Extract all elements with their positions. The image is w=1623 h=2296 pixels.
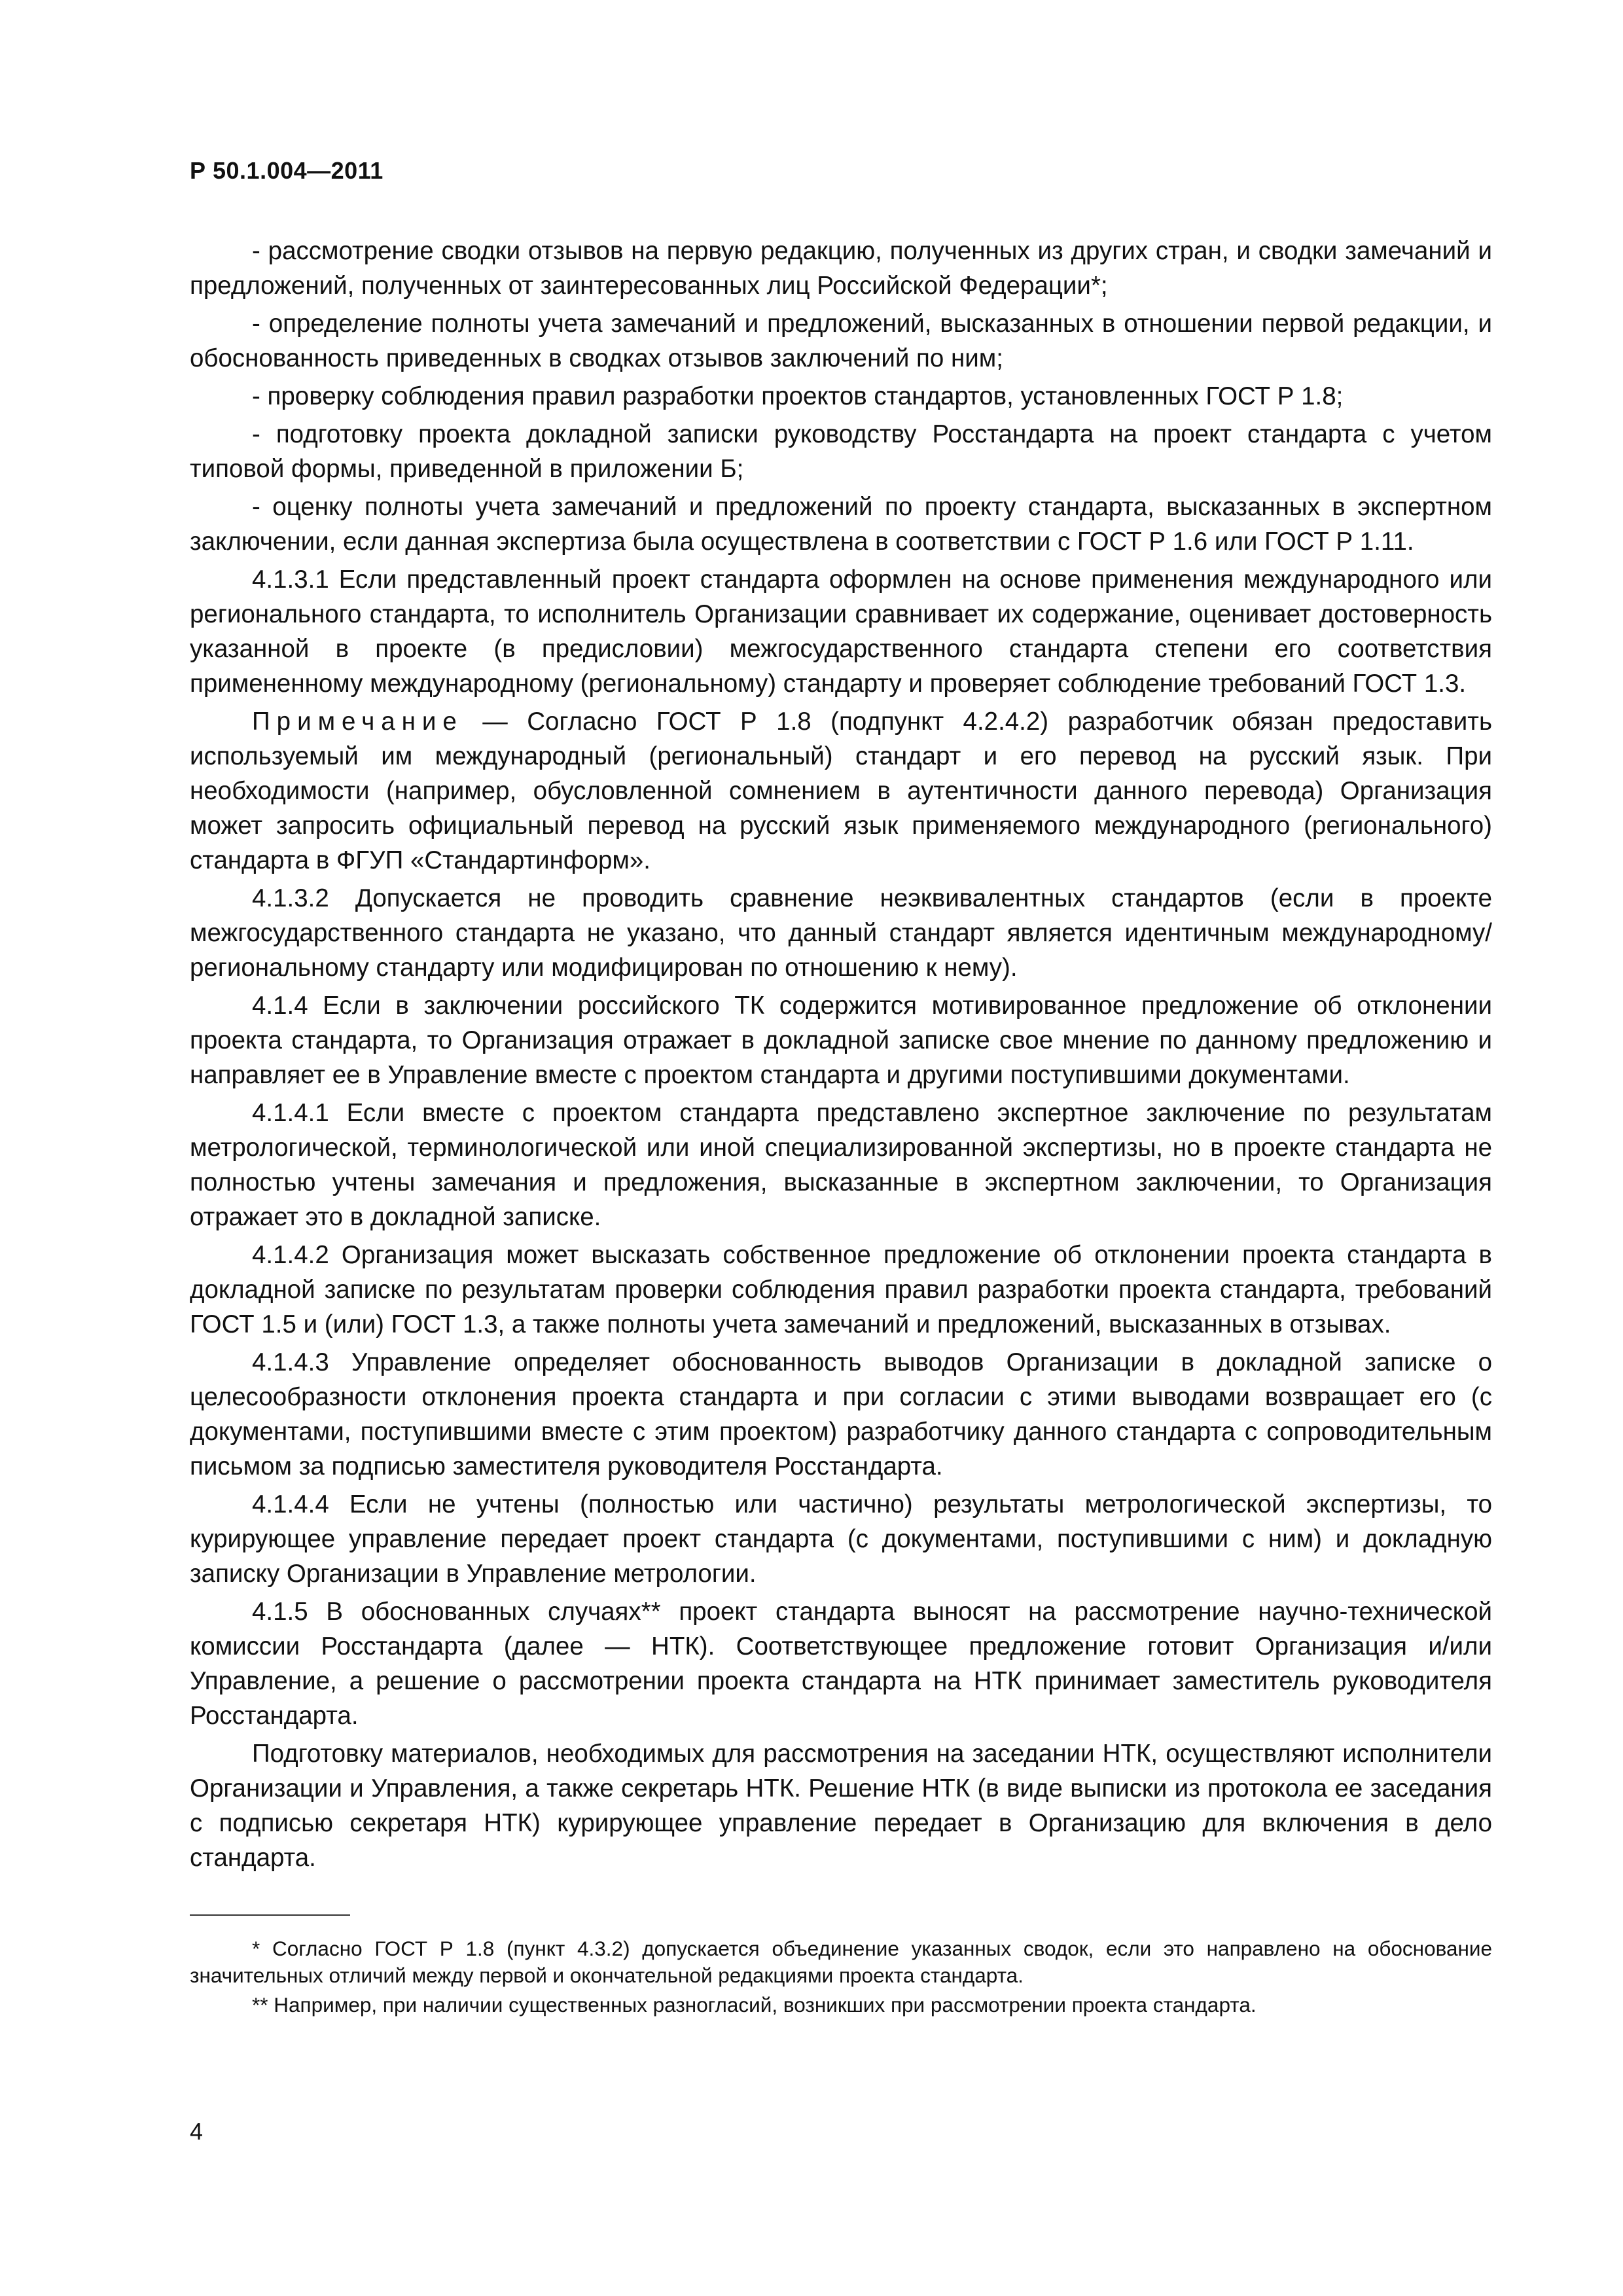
- note-label: Примечание: [252, 708, 463, 736]
- paragraph-ntk-materials: Подготовку материалов, необходимых для рассмотрения на заседании НТК, осуществляют исполнители Организации и Управления, а также секретарь НТК. Решение НТК (в виде выписки из протокола ее заседания с подписью секретаря НТК) курирующее управление передает в Организацию для включения в дело стандарта.: [190, 1740, 1492, 1872]
- paragraph-4-1-4-4: 4.1.4.4 Если не учтены (полностью или частично) результаты метрологической экспертизы, то курирующее управление передает проект стандарта (с документами, поступившими с ним) и докладную записку Организации в Управление метрологии.: [190, 1490, 1492, 1588]
- paragraph-bullet-1: - рассмотрение сводки отзывов на первую редакцию, полученных из других стран, и сводки замечаний и предложений, полученных от заинтересованных лиц Российской Федерации*;: [190, 237, 1492, 300]
- paragraph-bullet-2: - определение полноты учета замечаний и предложений, высказанных в отношении первой редакции, и обоснованность приведенных в сводках отзывов заключений по ним;: [190, 310, 1492, 372]
- page-number: 4: [190, 2118, 204, 2145]
- footnote-2: ** Например, при наличии существенных разногласий, возникших при рассмотрении проекта стандарта.: [252, 1993, 1257, 2017]
- paragraph-bullet-4: - подготовку проекта докладной записки руководству Росстандарта на проект стандарта с учетом типовой формы, приведенной в приложении Б;: [190, 420, 1492, 483]
- document-code: Р 50.1.004—2011: [190, 157, 383, 184]
- paragraph-4-1-4-1: 4.1.4.1 Если вместе с проектом стандарта представлено экспертное заключение по результатам метрологической, терминологической или иной специализированной экспертизы, но в проекте стандарта не полностью учтены замечания и предложения, высказанные в экспертном заключении, то Организация отражает это в докладной записке.: [190, 1099, 1492, 1231]
- paragraph-bullet-5: - оценку полноты учета замечаний и предложений по проекту стандарта, высказанных в экспертном заключении, если данная экспертиза была осуществлена в соответствии с ГОСТ Р 1.6 или ГОСТ Р 1.11.: [190, 493, 1492, 556]
- paragraph-4-1-4-2: 4.1.4.2 Организация может высказать собственное предложение об отклонении проекта стандарта в докладной записке по результатам проверки соблюдения правил разработки проекта стандарта, требований ГОСТ 1.5 и (или) ГОСТ 1.3, а также полноты учета замечаний и предложений, высказанных в отзывах.: [190, 1241, 1492, 1338]
- document-page: [190, 157, 1492, 2021]
- footnotes: [190, 1935, 1492, 2018]
- paragraph-4-1-3-1: 4.1.3.1 Если представленный проект стандарта оформлен на основе применения международного или регионального стандарта, то исполнитель Организации сравнивает их содержание, оценивает достоверность указанной в проекте (в предисловии) межгосударственного стандарта степени его соответствия примененному международному (региональному) стандарту и проверяет соблюдение требований ГОСТ 1.3.: [190, 565, 1492, 698]
- paragraph-4-1-4-3: 4.1.4.3 Управление определяет обоснованность выводов Организации в докладной записке о целесообразности отклонения проекта стандарта и при согласии с этими выводами возвращает его (с документами, поступившими вместе с этим проектом) разработчику данного стандарта с сопроводительным письмом за подписью заместителя руководителя Росстандарта.: [190, 1348, 1492, 1480]
- paragraph-bullet-3: - проверку соблюдения правил разработки проектов стандартов, установленных ГОСТ Р 1.8;: [252, 382, 1344, 410]
- paragraph-4-1-5: 4.1.5 В обоснованных случаях** проект стандарта выносят на рассмотрение научно-технической комиссии Росстандарта (далее — НТК). Соответствующее предложение готовит Организация и/или Управление, а решение о рассмотрении проекта стандарта на НТК принимает заместитель руководителя Росстандарта.: [190, 1598, 1492, 1730]
- paragraph-4-1-4: 4.1.4 Если в заключении российского ТК содержится мотивированное предложение об отклонении проекта стандарта, то Организация отражает в докладной записке свое мнение по данному предложению и направляет ее в Управление вместе с проектом стандарта и другими поступившими документами.: [190, 992, 1492, 1089]
- note-text: — Согласно ГОСТ Р 1.8 (подпункт 4.2.4.2) разработчик обязан предоставить используемый им международный (региональный) стандарт и его перевод на русский язык. При необходимости (например, обусловленной сомнением в аутентичности данного перевода) Организация может запросить официальный перевод на русский язык применяемого международного (регионального) стандарта в ФГУП «Стандартинформ».: [190, 708, 1492, 874]
- footnote-1: * Согласно ГОСТ Р 1.8 (пункт 4.3.2) допускается объединение указанных сводок, если это направлено на обоснование значительных отличий между первой и окончательной редакциями проекта стандарта.: [190, 1937, 1492, 1987]
- note: [190, 704, 1492, 878]
- body-text: [190, 234, 1492, 1875]
- paragraph-4-1-3-2: 4.1.3.2 Допускается не проводить сравнение неэквивалентных стандартов (если в проекте межгосударственного стандарта не указано, что данный стандарт является идентичным международному/региональному стандарту или модифицирован по отношению к нему).: [190, 884, 1492, 982]
- footnote-separator: [190, 1914, 350, 1916]
